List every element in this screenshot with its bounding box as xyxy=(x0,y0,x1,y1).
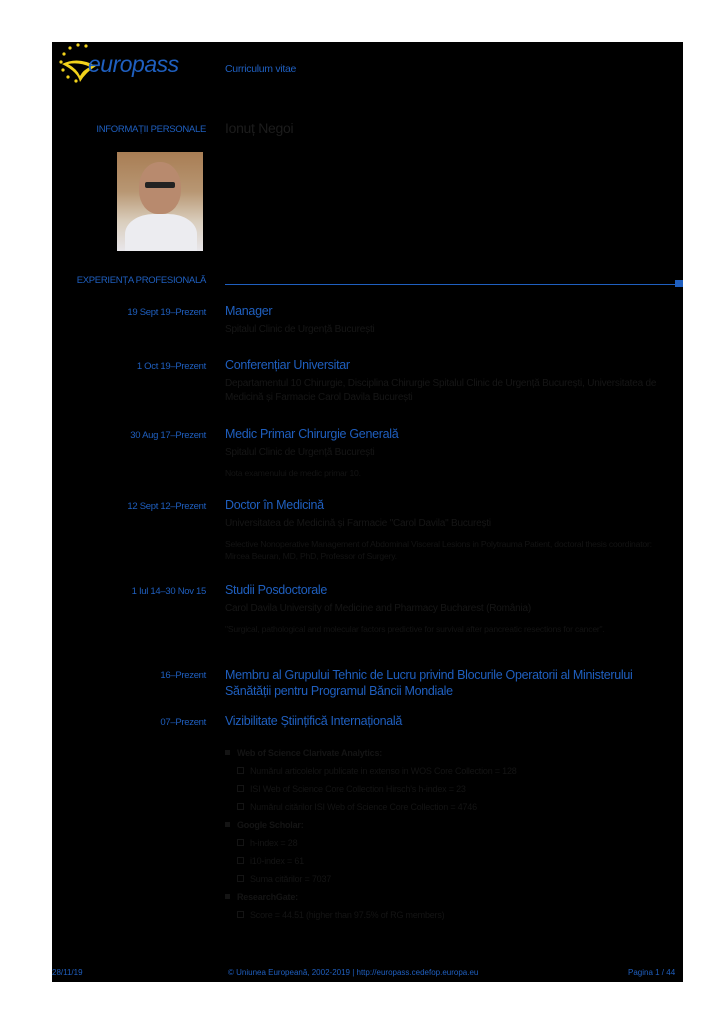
personal-section-label: INFORMAȚII PERSONALE xyxy=(96,124,206,135)
entry-org: Universitatea de Medicină și Farmacie "Carol Davila" București xyxy=(225,518,491,529)
entry-org: Carol Davila University of Medicine and Pharmacy Bucharest (România) xyxy=(225,603,531,614)
person-name: Ionuț Negoi xyxy=(225,120,294,136)
entry-note: Nota examenului de medic primar 10. xyxy=(225,468,361,478)
entry-title: Membru al Grupului Tehnic de Lucru privind Blocurile Operatorii al Ministerului Sănătății pentru Programul Băncii Mondiale xyxy=(225,668,633,698)
list-item: Numărul articolelor publicate in extenso in WOS Core Collection = 128 xyxy=(225,766,675,784)
profile-photo xyxy=(117,152,203,251)
entry-org: Spitalul Clinic de Urgență București xyxy=(225,447,375,458)
entry-title: Vizibilitate Științifică Internațională xyxy=(225,714,403,728)
list-heading: Google Scholar: xyxy=(225,820,675,838)
list-heading: ResearchGate: xyxy=(225,892,675,910)
entry-title: Doctor în Medicină xyxy=(225,498,324,512)
list-item: h-index = 28 xyxy=(225,838,675,856)
europass-logo xyxy=(56,42,216,86)
entry-title: Medic Primar Chirurgie Generală xyxy=(225,427,399,441)
entry-date: 07–Prezent xyxy=(160,717,206,728)
section-divider-marker xyxy=(675,280,683,287)
footer-date: 28/11/19 xyxy=(52,968,83,977)
entry-date: 16–Prezent xyxy=(160,670,206,681)
entry-date: 19 Sept 19–Prezent xyxy=(127,307,206,318)
footer-copyright[interactable]: © Uniunea Europeană, 2002-2019 | http://europass.cedefop.europa.eu xyxy=(228,968,479,977)
entry-date: 12 Sept 12–Prezent xyxy=(127,501,206,512)
entry-date: 1 Oct 19–Prezent xyxy=(136,361,206,372)
logo-text: europass xyxy=(88,51,179,77)
entry-note: "Surgical, pathological and molecular factors predictive for survival after pancreatic resections for cancer". xyxy=(225,624,605,634)
entry-note: Selective Nonoperative Management of Abdominal Visceral Lesions in Polytrauma Patient, doctoral thesis coordinator: Mircea Beuran, MD, PhD, Professor of Surgery. xyxy=(225,539,652,561)
entry-title: Studii Posdoctorale xyxy=(225,583,328,597)
list-item: Score = 44.51 (higher than 97.5% of RG members) xyxy=(225,910,675,928)
doc-title: Curriculum vitae xyxy=(225,63,297,75)
experience-section-label: EXPERIENȚA PROFESIONALĂ xyxy=(76,275,206,286)
footer-page-number: Pagina 1 / 44 xyxy=(628,968,676,977)
entry-date: 30 Aug 17–Prezent xyxy=(130,430,206,441)
list-item: ISI Web of Science Core Collection Hirsch's h-index = 23 xyxy=(225,784,675,802)
entry-date: 1 Iul 14–30 Nov 15 xyxy=(131,586,206,597)
cv-page xyxy=(52,42,683,982)
entry-title: Conferențiar Universitar xyxy=(225,358,350,372)
list-item: Numărul citărilor ISI Web of Science Core Collection = 4746 xyxy=(225,802,675,820)
section-divider xyxy=(225,284,677,285)
entry-title: Manager xyxy=(225,304,273,318)
entry-org: Departamentul 10 Chirurgie, Disciplina Chirurgie Spitalul Clinic de Urgență București, Universitatea de Medicină și Farmacie Carol Davila București xyxy=(225,378,657,403)
list-heading: Web of Science Clarivate Analytics: xyxy=(225,748,675,766)
entry-org: Spitalul Clinic de Urgență București xyxy=(225,324,375,335)
visibility-list xyxy=(225,748,675,928)
list-item: Suma citărilor = 7037 xyxy=(225,874,675,892)
list-item: i10-index = 61 xyxy=(225,856,675,874)
